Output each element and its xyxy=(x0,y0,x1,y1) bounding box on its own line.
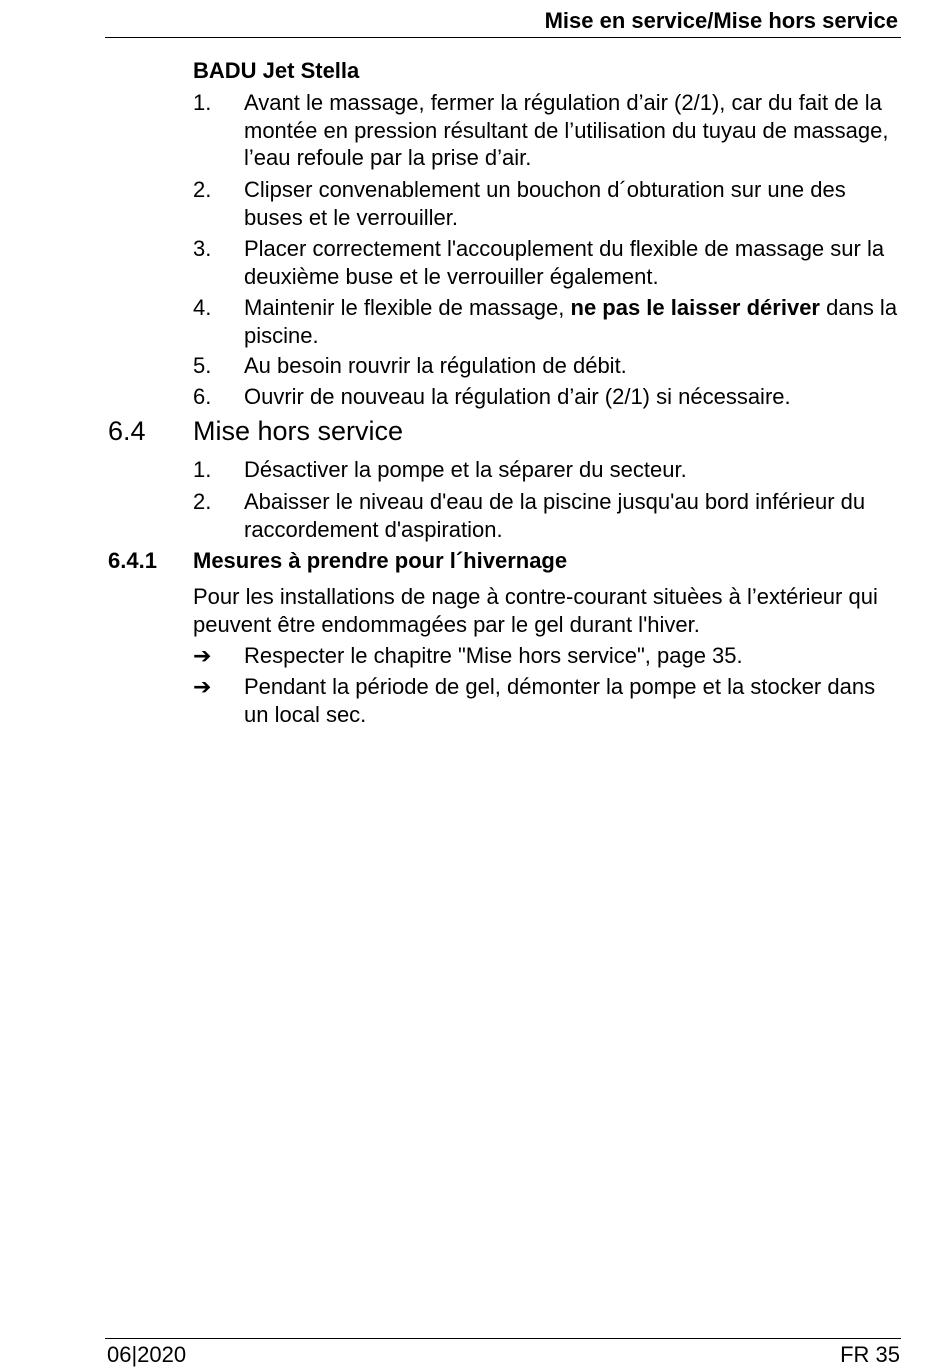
page-number: FR 35 xyxy=(840,1342,900,1367)
list-text: Au besoin rouvrir la régulation de débit. xyxy=(244,353,627,378)
subsection-number: 6.4.1 xyxy=(108,548,157,573)
running-header: Mise en service/Mise hors service xyxy=(544,8,898,33)
arrow-right-icon: ➔ xyxy=(193,674,212,699)
paragraph: Pour les installations de nage à contre-courant situèes à l’extérieur qui peuvent être endommagées par le gel durant l'hiver. xyxy=(193,584,878,637)
footer-date: 06|2020 xyxy=(107,1342,187,1367)
arrow-right-icon: ➔ xyxy=(193,643,212,668)
list-number: 5. xyxy=(193,353,212,378)
subsection-title: Mesures à prendre pour l´hivernage xyxy=(193,548,568,573)
list-item xyxy=(193,176,901,231)
list-item xyxy=(193,89,901,172)
list-text: Ouvrir de nouveau la régulation d’air (2/1) si nécessaire. xyxy=(244,384,791,409)
list-number: 2. xyxy=(193,177,212,202)
list-number: 3. xyxy=(193,236,212,261)
header-rule xyxy=(105,37,901,38)
list-text: Placer correctement l'accouplement du flexible de massage sur la deuxième buse et le verrouiller également. xyxy=(244,236,885,289)
bullet-text: Respecter le chapitre "Mise hors service", page 35. xyxy=(244,643,743,668)
list-number: 1. xyxy=(193,90,212,115)
list-item xyxy=(193,383,901,411)
list-item xyxy=(193,294,901,349)
bullet-item xyxy=(193,673,901,728)
list-item xyxy=(193,352,901,380)
list-item xyxy=(193,488,901,543)
text-run: Maintenir le flexible de massage, xyxy=(244,295,571,320)
list-text: Clipser convenablement un bouchon d´obturation sur une des buses et le verrouiller. xyxy=(244,177,846,230)
list-text xyxy=(244,294,901,349)
list-item xyxy=(193,235,901,290)
bullet-text: Pendant la période de gel, démonter la pompe et la stocker dans un local sec. xyxy=(244,674,876,727)
text-run: dans la piscine. xyxy=(244,295,898,348)
list-number: 4. xyxy=(193,295,212,320)
product-subtitle: BADU Jet Stella xyxy=(193,58,360,83)
section-number: 6.4 xyxy=(108,416,146,446)
list-number: 6. xyxy=(193,384,212,409)
emphasis-text: ne pas le laisser dériver xyxy=(570,295,820,320)
list-number: 2. xyxy=(193,489,212,514)
list-number: 1. xyxy=(193,457,212,482)
section-title: Mise hors service xyxy=(193,416,404,446)
list-text: Désactiver la pompe et la séparer du secteur. xyxy=(244,457,687,482)
list-text: Avant le massage, fermer la régulation d’air (2/1), car du fait de la montée en pression résultant de l’utilisation du tuyau de massage, l’eau refoule par la prise d’air. xyxy=(244,90,889,170)
bullet-item xyxy=(193,642,901,670)
footer-rule xyxy=(105,1338,901,1339)
list-text: Abaisser le niveau d'eau de la piscine jusqu'au bord inférieur du raccordement d'aspiration. xyxy=(244,489,866,542)
list-item xyxy=(193,456,901,484)
